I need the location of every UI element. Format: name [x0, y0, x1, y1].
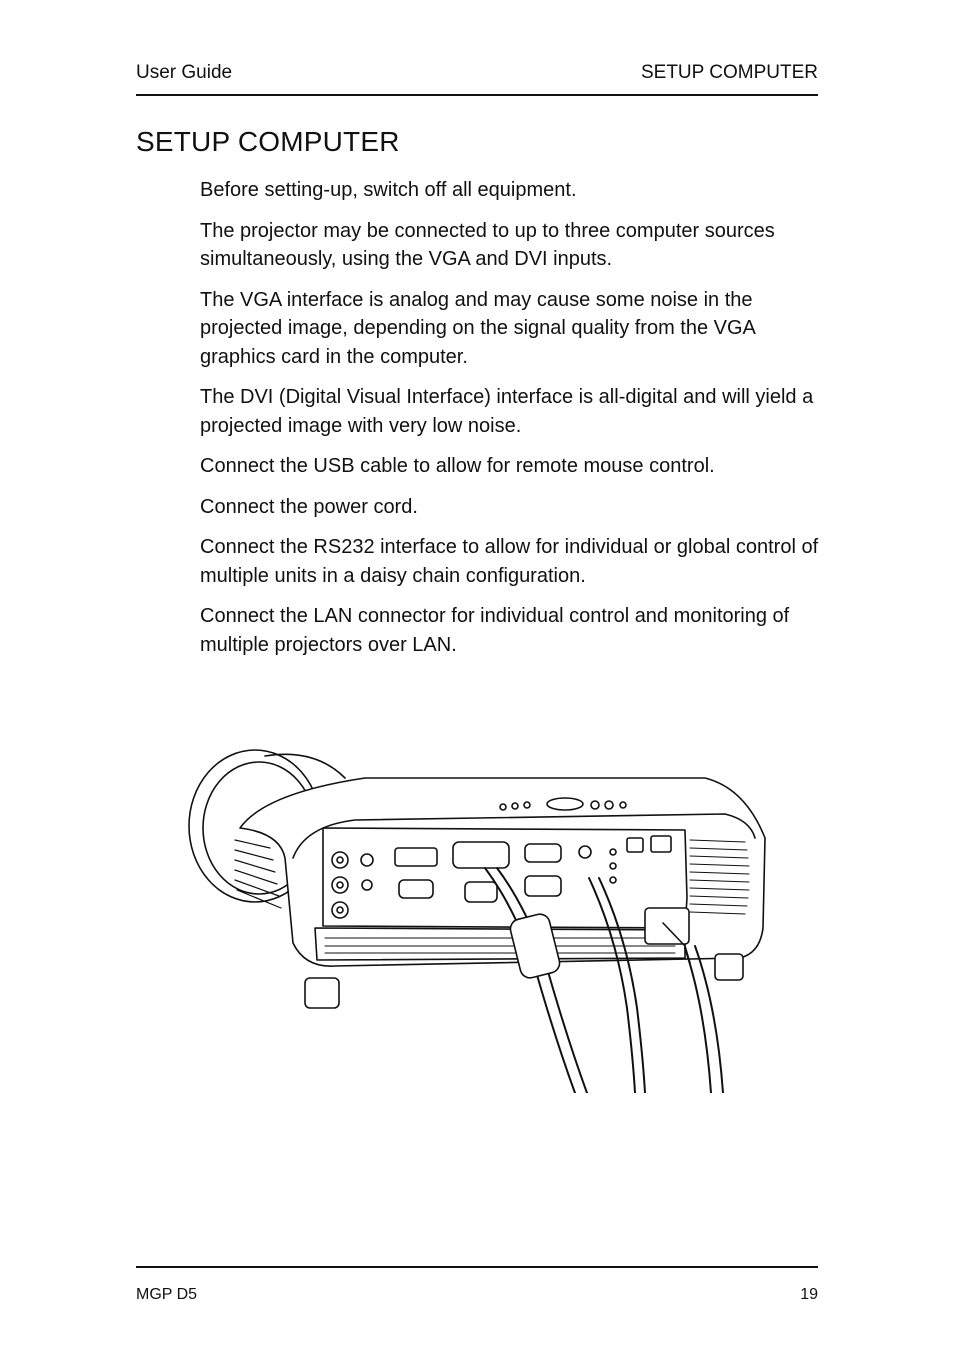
paragraph-dvi-interface: The DVI (Digital Visual Interface) interface is all-digital and will yield a projected image with very low noise.: [200, 386, 814, 437]
body-text: [200, 176, 822, 671]
paragraph-power-cord: Connect the power cord.: [200, 495, 418, 518]
paragraph-rs232: Connect the RS232 interface to allow for individual or global control of multiple units in a daisy chain configuration.: [200, 536, 819, 587]
paragraph-switch-off: Before setting-up, switch off all equipment.: [200, 179, 577, 201]
projector-illustration: [185, 748, 770, 1093]
page-number: 19: [800, 1286, 818, 1303]
paragraph-usb-cable: Connect the USB cable to allow for remote mouse control.: [200, 455, 715, 477]
header-section-label: SETUP COMPUTER: [640, 62, 818, 83]
page-footer: [136, 1266, 818, 1303]
footer-product-name: MGP D5: [136, 1286, 198, 1303]
header-guide-label: User Guide: [136, 62, 233, 83]
page-title: SETUP COMPUTER: [136, 126, 400, 157]
projector-rear-connections-illustration: [185, 748, 770, 1093]
page-header: [136, 58, 818, 96]
paragraph-lan: Connect the LAN connector for individual control and monitoring of multiple projectors over LAN.: [200, 605, 790, 656]
paragraph-vga-interface: The VGA interface is analog and may cause some noise in the projected image, depending on the signal quality from the VGA graphics card in the computer.: [200, 288, 755, 368]
paragraph-computer-sources: The projector may be connected to up to three computer sources simultaneously, using the VGA and DVI inputs.: [200, 219, 775, 270]
